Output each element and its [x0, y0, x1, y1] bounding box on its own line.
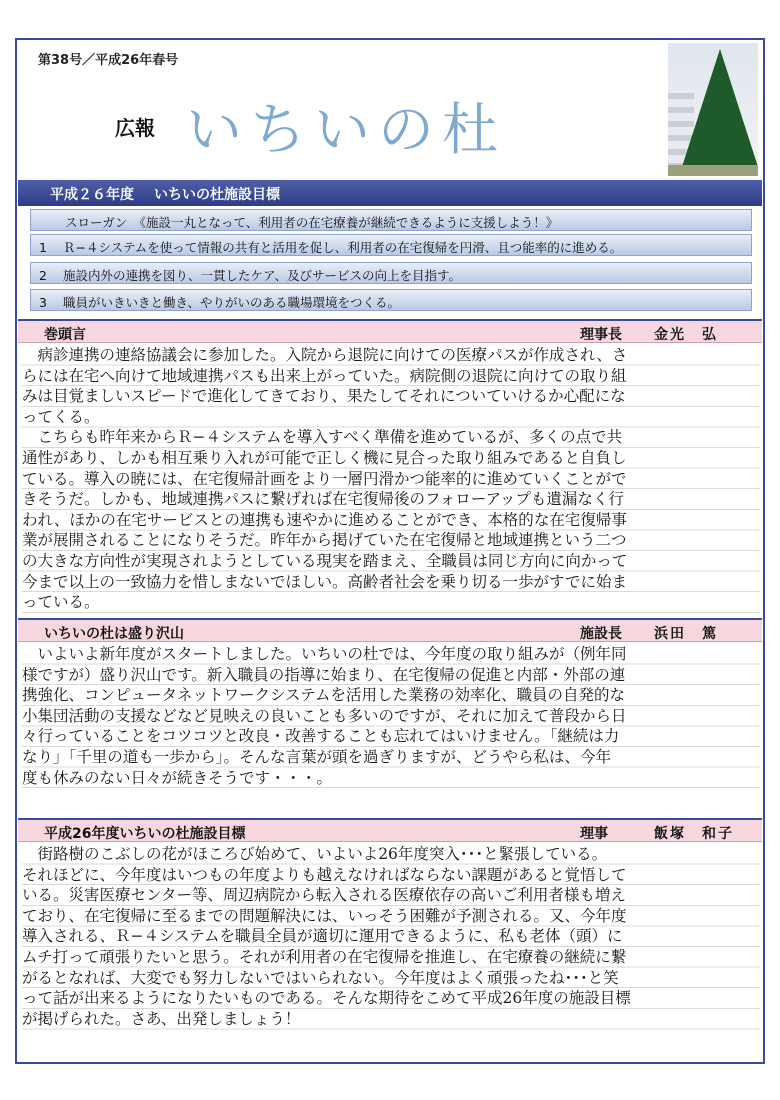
section-header-goals [18, 818, 762, 842]
text-line: 街路樹のこぶしの花がほころび始めて、いよいよ26年度突入･･･と緊張している。 [22, 845, 608, 863]
issue-label: 第38号／平成26年春号 [38, 53, 179, 68]
text-line: 今まで以上の一致協力を惜しまないでほしい。高齢者社会を乗り切る一歩がすでに始ま [22, 572, 627, 591]
goal-text: 職員がいきいきと働き、やりがいのある職場環境をつくる。 [63, 295, 401, 310]
section-header-foreword [18, 319, 762, 343]
author-role: 理事 [580, 826, 608, 842]
text-line: らには在宅へ向けて地域連携パスも出来上がっていた。病院側の退院に向けての取り組 [22, 366, 627, 385]
text-line: きそうだ。しかも、地域連携パスに繋げれば在宅復帰後のフォローアップも遺漏なく行 [22, 490, 624, 509]
section-body-goals [22, 844, 760, 1030]
text-line: 様ですが）盛り沢山です。新入職員の指導に始まり、在宅復帰の促進と内部・外部の連 [22, 665, 626, 684]
text-line: が掲げられた。さあ、出発しましょう！ [22, 1009, 301, 1028]
goal-number: 1 [39, 240, 47, 255]
text-line: ている。導入の暁には、在宅復帰計画をより一層円滑かつ能率的に進めていくことがで [22, 469, 627, 488]
section-title: いちいの杜は盛り沢山 [44, 626, 184, 642]
goal-number: 2 [39, 268, 47, 283]
section-header-director [18, 618, 762, 642]
text-line: みは目覚ましいスピードで進化してきており、果たしてそれについていけるか心配にな [22, 387, 626, 406]
text-line: 携強化、コンピュータネットワークシステムを活用した業務の効率化、職員の自発的な [22, 686, 625, 705]
slogan-text: スローガン 《施設一丸となって、利用者の在宅療養が継続できるように支援しよう！》 [65, 215, 559, 230]
kouhou-label: 広報 [115, 116, 155, 140]
text-line: 業が展開されることになりそうだ。昨年から掲げていた在宅復帰と地域連携という二つ [22, 531, 627, 550]
text-line: われ、ほかの在宅サービスとの連携も速やかに進めることができ、本格的な在宅復帰事 [22, 510, 627, 529]
author-name: 浜田 篤 [654, 626, 718, 642]
section-title: 平成26年度いちいの杜施設目標 [44, 826, 246, 842]
author-name: 飯塚 和子 [654, 826, 734, 842]
newsletter-title: いちいの杜 [186, 98, 506, 163]
author-role: 理事長 [580, 327, 622, 343]
goal-number: 3 [39, 295, 47, 310]
slogan-row [30, 209, 752, 231]
goal-item [30, 289, 752, 311]
text-line: って話が出来るようになりたいものである。そんな期待をこめて平成26年度の施設目標 [22, 989, 631, 1008]
text-line: っている。 [22, 593, 100, 612]
text-line: 病診連携の連絡協議会に参加した。入院から退院に向けての医療パスが作成され、さ [22, 346, 628, 364]
ground-shape [668, 165, 758, 176]
text-line: がるとなれば、大変でも努力しないではいられない。今年度はよく頑張ったね･･･と笑 [22, 968, 619, 987]
goal-item [30, 234, 752, 256]
text-line: ムチ打って頑張りたいと思う。それが利用者の在宅復帰を推進し、在宅療養の継続に繋 [22, 947, 627, 966]
goals-year: 平成２６年度 [50, 187, 134, 203]
text-line: いる。災害医療センター等、周辺病院から転入される医療依存の高いご利用者様も増え [22, 886, 626, 905]
author-role: 施設長 [580, 626, 622, 642]
text-line: 導入される、Ｒ−４システムを職員全員が適切に運用できるように、私も老体（頭）に [22, 927, 623, 946]
goal-text: Ｒ−４システムを使って情報の共有と活用を促し、利用者の在宅復帰を円滑、且つ能率的に進める。 [63, 240, 623, 255]
goal-text: 施設内外の連携を図り、一貫したケア、及びサービスの向上を目指す。 [63, 268, 462, 283]
section-body-director [22, 644, 760, 789]
tree-shape [680, 49, 758, 173]
facility-goals-heading [18, 180, 762, 206]
goals-heading-text: いちいの杜施設目標 [154, 187, 280, 203]
section-body-foreword [22, 345, 760, 613]
text-line: それほどに、今年度はいつもの年度よりも越えなければならない課題があると覚悟して [22, 865, 627, 884]
text-line: の大きな方向性が実現されようとしている現実を踏まえ、全職員は同じ方向に向かって [22, 551, 628, 570]
text-line: 度も休みのない日々が続きそうです・・・。 [22, 768, 333, 787]
text-line: ってくる。 [22, 407, 100, 426]
text-line: いよいよ新年度がスタートしました。いちいの杜では、今年度の取り組みが（例年同 [22, 645, 627, 663]
text-line: ており、在宅復帰に至るまでの問題解決には、いっそう困難が予測される。又、今年度 [22, 906, 627, 925]
text-line: 小集団活動の支援などなど見映えの良いことも多いのですが、それに加えて普段から日 [22, 706, 627, 725]
author-name: 金光 弘 [654, 327, 718, 343]
tree-photo [668, 43, 758, 176]
text-line: こちらも昨年来からＲ−４システムを導入すべく準備を進めているが、多くの点で共 [22, 428, 623, 447]
section-title: 巻頭言 [44, 327, 86, 343]
text-line: 通性があり、しかも相互乗り入れが可能で正しく機に見合った取り組みであると自負し [22, 448, 627, 467]
text-line: 々行っていることをコツコツと改良・改善することも忘れてはいけません。「継続は力 [22, 727, 620, 746]
text-line: なり」「千里の道も一歩から」。そんな言葉が頭を過ぎりますが、どうやら私は、今年 [22, 747, 612, 766]
goal-item [30, 262, 752, 284]
